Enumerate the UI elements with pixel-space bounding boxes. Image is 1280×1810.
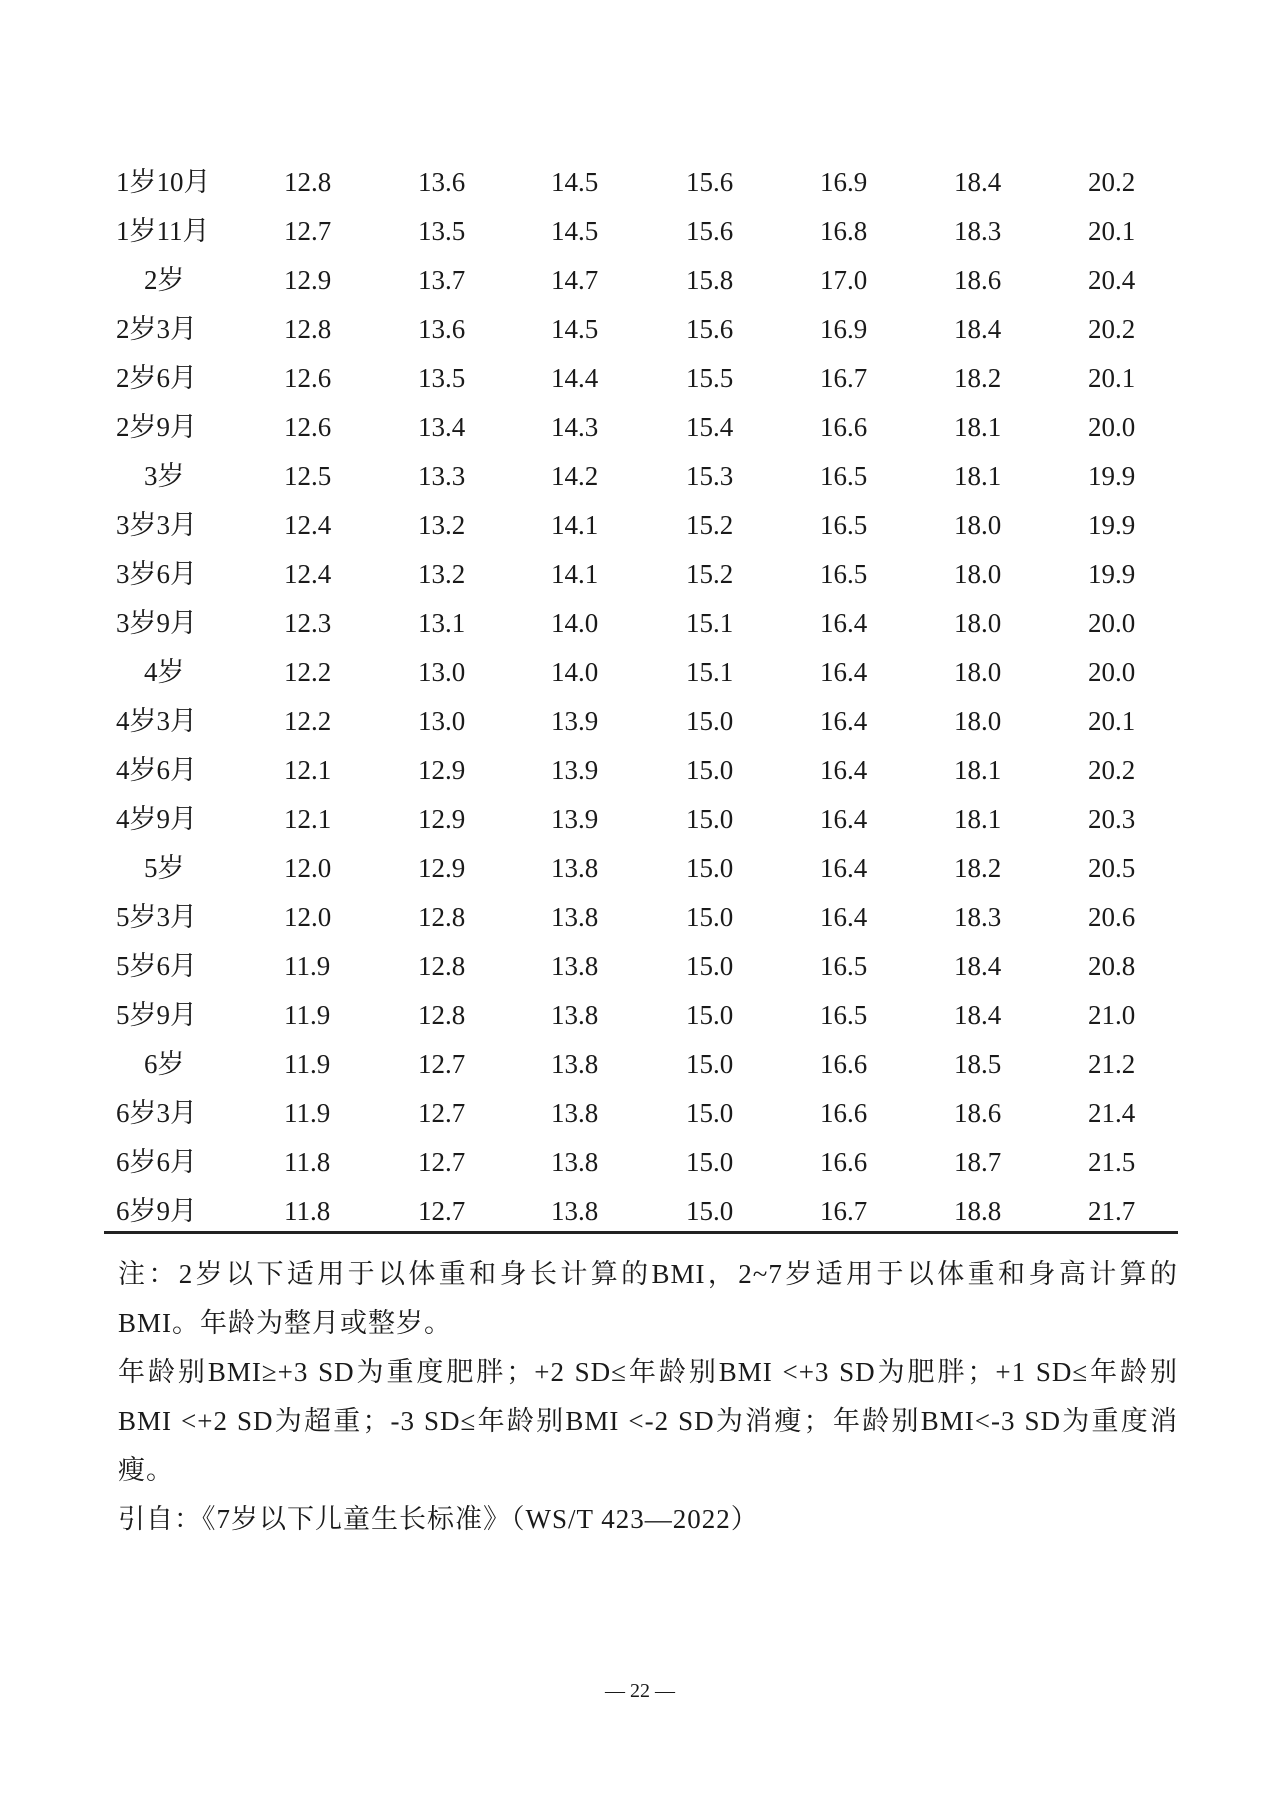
value-cell: 15.0 bbox=[686, 706, 734, 736]
value-cell: 13.2 bbox=[418, 559, 466, 589]
value-cell: 18.3 bbox=[954, 216, 1002, 246]
value-cell: 13.4 bbox=[418, 412, 466, 442]
table-row bbox=[108, 991, 1180, 1040]
value-cell: 12.7 bbox=[418, 1196, 466, 1226]
value-cell: 13.0 bbox=[418, 657, 466, 687]
value-cell: 12.2 bbox=[284, 706, 332, 736]
age-cell: 3岁 bbox=[144, 461, 185, 491]
value-cell: 13.8 bbox=[551, 1098, 599, 1128]
value-cell: 20.0 bbox=[1088, 608, 1136, 638]
value-cell: 12.7 bbox=[418, 1049, 466, 1079]
table-row bbox=[108, 354, 1180, 403]
value-cell: 14.4 bbox=[551, 363, 599, 393]
value-cell: 20.1 bbox=[1088, 706, 1136, 736]
value-cell: 11.8 bbox=[284, 1147, 331, 1177]
value-cell: 18.3 bbox=[954, 902, 1002, 932]
table-row bbox=[108, 207, 1180, 256]
value-cell: 18.1 bbox=[954, 804, 1002, 834]
value-cell: 20.6 bbox=[1088, 902, 1136, 932]
table-row bbox=[108, 648, 1180, 697]
value-cell: 18.1 bbox=[954, 461, 1002, 491]
value-cell: 12.1 bbox=[284, 755, 332, 785]
value-cell: 12.7 bbox=[418, 1147, 466, 1177]
value-cell: 16.4 bbox=[820, 853, 868, 883]
value-cell: 15.0 bbox=[686, 1147, 734, 1177]
value-cell: 18.0 bbox=[954, 706, 1002, 736]
value-cell: 16.6 bbox=[820, 1147, 868, 1177]
age-cell: 6岁3月 bbox=[116, 1098, 197, 1128]
value-cell: 19.9 bbox=[1088, 510, 1136, 540]
value-cell: 14.0 bbox=[551, 657, 599, 687]
value-cell: 13.7 bbox=[418, 265, 466, 295]
note-source: 引自：《7岁以下儿童生长标准》（WS/T 423—2022） bbox=[118, 1504, 759, 1534]
value-cell: 18.4 bbox=[954, 314, 1002, 344]
value-cell: 12.3 bbox=[284, 608, 332, 638]
value-cell: 13.8 bbox=[551, 1147, 599, 1177]
table-row bbox=[108, 305, 1180, 354]
value-cell: 16.5 bbox=[820, 951, 868, 981]
value-cell: 13.0 bbox=[418, 706, 466, 736]
note-classification: 年龄别BMI≥+3 SD为重度肥胖；+2 SD≤年龄别BMI <+3 SD为肥胖；+1 SD≤年龄别BMI <+2 SD为超重；-3 SD≤年龄别BMI <-2 SD为消瘦；年龄别BMI<-3 SD为重度消瘦。 bbox=[118, 1357, 1178, 1485]
table-row bbox=[108, 942, 1180, 991]
value-cell: 15.6 bbox=[686, 216, 734, 246]
value-cell: 18.8 bbox=[954, 1196, 1002, 1226]
value-cell: 13.8 bbox=[551, 1000, 599, 1030]
value-cell: 12.9 bbox=[418, 755, 466, 785]
table-row bbox=[108, 550, 1180, 599]
value-cell: 18.0 bbox=[954, 608, 1002, 638]
value-cell: 20.2 bbox=[1088, 314, 1136, 344]
value-cell: 12.4 bbox=[284, 510, 332, 540]
value-cell: 15.0 bbox=[686, 853, 734, 883]
value-cell: 20.0 bbox=[1088, 412, 1136, 442]
value-cell: 13.5 bbox=[418, 363, 466, 393]
age-cell: 5岁 bbox=[144, 853, 185, 883]
value-cell: 20.4 bbox=[1088, 265, 1136, 295]
value-cell: 15.0 bbox=[686, 1098, 734, 1128]
value-cell: 16.7 bbox=[820, 1196, 868, 1226]
value-cell: 12.2 bbox=[284, 657, 332, 687]
value-cell: 16.7 bbox=[820, 363, 868, 393]
age-cell: 4岁 bbox=[144, 657, 185, 687]
table-row bbox=[108, 256, 1180, 305]
value-cell: 18.6 bbox=[954, 1098, 1002, 1128]
value-cell: 16.6 bbox=[820, 1098, 868, 1128]
value-cell: 13.1 bbox=[418, 608, 466, 638]
value-cell: 18.0 bbox=[954, 510, 1002, 540]
value-cell: 16.8 bbox=[820, 216, 868, 246]
age-cell: 5岁6月 bbox=[116, 951, 197, 981]
value-cell: 18.2 bbox=[954, 363, 1002, 393]
age-cell: 6岁 bbox=[144, 1049, 185, 1079]
table-bottom-rule bbox=[104, 1231, 1178, 1234]
table-row bbox=[108, 893, 1180, 942]
value-cell: 13.6 bbox=[418, 314, 466, 344]
value-cell: 15.0 bbox=[686, 755, 734, 785]
value-cell: 16.4 bbox=[820, 706, 868, 736]
value-cell: 17.0 bbox=[820, 265, 868, 295]
value-cell: 15.1 bbox=[686, 608, 734, 638]
age-cell: 2岁6月 bbox=[116, 363, 197, 393]
value-cell: 12.7 bbox=[284, 216, 332, 246]
age-cell: 4岁9月 bbox=[116, 804, 197, 834]
page-number: — 22 — bbox=[605, 1680, 675, 1702]
value-cell: 11.8 bbox=[284, 1196, 331, 1226]
table-row bbox=[108, 403, 1180, 452]
value-cell: 16.4 bbox=[820, 902, 868, 932]
value-cell: 21.0 bbox=[1088, 1000, 1136, 1030]
value-cell: 20.1 bbox=[1088, 216, 1136, 246]
value-cell: 12.5 bbox=[284, 461, 332, 491]
value-cell: 13.9 bbox=[551, 755, 599, 785]
notes-section bbox=[118, 1250, 1178, 1544]
table-row bbox=[108, 501, 1180, 550]
value-cell: 16.9 bbox=[820, 167, 868, 197]
value-cell: 13.2 bbox=[418, 510, 466, 540]
value-cell: 14.7 bbox=[551, 265, 599, 295]
age-cell: 4岁3月 bbox=[116, 706, 197, 736]
value-cell: 15.0 bbox=[686, 1196, 734, 1226]
value-cell: 11.9 bbox=[284, 1000, 331, 1030]
value-cell: 15.8 bbox=[686, 265, 734, 295]
value-cell: 18.5 bbox=[954, 1049, 1002, 1079]
value-cell: 11.9 bbox=[284, 1098, 331, 1128]
value-cell: 11.9 bbox=[284, 951, 331, 981]
value-cell: 19.9 bbox=[1088, 559, 1136, 589]
age-cell: 1岁10月 bbox=[116, 167, 211, 197]
value-cell: 12.8 bbox=[418, 951, 466, 981]
value-cell: 13.3 bbox=[418, 461, 466, 491]
table-row bbox=[108, 158, 1180, 207]
value-cell: 15.2 bbox=[686, 559, 734, 589]
value-cell: 15.2 bbox=[686, 510, 734, 540]
value-cell: 13.8 bbox=[551, 853, 599, 883]
value-cell: 13.8 bbox=[551, 1196, 599, 1226]
value-cell: 13.8 bbox=[551, 902, 599, 932]
value-cell: 12.8 bbox=[284, 167, 332, 197]
value-cell: 15.0 bbox=[686, 1000, 734, 1030]
value-cell: 16.6 bbox=[820, 412, 868, 442]
value-cell: 15.0 bbox=[686, 902, 734, 932]
value-cell: 12.0 bbox=[284, 902, 332, 932]
value-cell: 12.9 bbox=[418, 804, 466, 834]
value-cell: 14.5 bbox=[551, 314, 599, 344]
value-cell: 15.0 bbox=[686, 804, 734, 834]
age-cell: 2岁9月 bbox=[116, 412, 197, 442]
value-cell: 20.1 bbox=[1088, 363, 1136, 393]
table-row bbox=[108, 1138, 1180, 1187]
value-cell: 21.4 bbox=[1088, 1098, 1136, 1128]
value-cell: 12.6 bbox=[284, 363, 332, 393]
value-cell: 14.2 bbox=[551, 461, 599, 491]
value-cell: 12.7 bbox=[418, 1098, 466, 1128]
value-cell: 20.2 bbox=[1088, 755, 1136, 785]
value-cell: 12.0 bbox=[284, 853, 332, 883]
value-cell: 16.5 bbox=[820, 461, 868, 491]
value-cell: 12.8 bbox=[418, 902, 466, 932]
value-cell: 13.9 bbox=[551, 804, 599, 834]
bmi-table bbox=[108, 158, 1180, 1236]
value-cell: 14.5 bbox=[551, 216, 599, 246]
value-cell: 16.6 bbox=[820, 1049, 868, 1079]
value-cell: 18.1 bbox=[954, 755, 1002, 785]
value-cell: 12.9 bbox=[284, 265, 332, 295]
value-cell: 14.1 bbox=[551, 559, 599, 589]
value-cell: 13.5 bbox=[418, 216, 466, 246]
value-cell: 12.8 bbox=[284, 314, 332, 344]
value-cell: 14.1 bbox=[551, 510, 599, 540]
value-cell: 13.8 bbox=[551, 951, 599, 981]
value-cell: 16.4 bbox=[820, 608, 868, 638]
age-cell: 5岁9月 bbox=[116, 1000, 197, 1030]
value-cell: 16.5 bbox=[820, 510, 868, 540]
value-cell: 18.4 bbox=[954, 1000, 1002, 1030]
value-cell: 20.3 bbox=[1088, 804, 1136, 834]
value-cell: 16.5 bbox=[820, 559, 868, 589]
table-row bbox=[108, 1040, 1180, 1089]
value-cell: 18.6 bbox=[954, 265, 1002, 295]
value-cell: 20.8 bbox=[1088, 951, 1136, 981]
age-cell: 1岁11月 bbox=[116, 216, 210, 246]
value-cell: 16.4 bbox=[820, 657, 868, 687]
value-cell: 15.6 bbox=[686, 314, 734, 344]
note-applicability: 注：2岁以下适用于以体重和身长计算的BMI，2~7岁适用于以体重和身高计算的BMI。年龄为整月或整岁。 bbox=[118, 1259, 1178, 1338]
value-cell: 15.4 bbox=[686, 412, 734, 442]
value-cell: 20.0 bbox=[1088, 657, 1136, 687]
table-row bbox=[108, 1187, 1180, 1236]
table-row bbox=[108, 746, 1180, 795]
value-cell: 18.2 bbox=[954, 853, 1002, 883]
value-cell: 15.1 bbox=[686, 657, 734, 687]
value-cell: 12.9 bbox=[418, 853, 466, 883]
value-cell: 12.6 bbox=[284, 412, 332, 442]
value-cell: 18.0 bbox=[954, 559, 1002, 589]
value-cell: 18.4 bbox=[954, 951, 1002, 981]
age-cell: 6岁6月 bbox=[116, 1147, 197, 1177]
age-cell: 6岁9月 bbox=[116, 1196, 197, 1226]
value-cell: 21.7 bbox=[1088, 1196, 1136, 1226]
value-cell: 18.4 bbox=[954, 167, 1002, 197]
value-cell: 16.4 bbox=[820, 755, 868, 785]
age-cell: 5岁3月 bbox=[116, 902, 197, 932]
value-cell: 15.0 bbox=[686, 951, 734, 981]
age-cell: 3岁3月 bbox=[116, 510, 197, 540]
value-cell: 15.0 bbox=[686, 1049, 734, 1079]
value-cell: 18.1 bbox=[954, 412, 1002, 442]
table-row bbox=[108, 599, 1180, 648]
value-cell: 18.0 bbox=[954, 657, 1002, 687]
value-cell: 16.4 bbox=[820, 804, 868, 834]
table-row bbox=[108, 697, 1180, 746]
value-cell: 19.9 bbox=[1088, 461, 1136, 491]
age-cell: 4岁6月 bbox=[116, 755, 197, 785]
value-cell: 14.3 bbox=[551, 412, 599, 442]
table-row bbox=[108, 844, 1180, 893]
value-cell: 20.2 bbox=[1088, 167, 1136, 197]
value-cell: 15.6 bbox=[686, 167, 734, 197]
value-cell: 16.9 bbox=[820, 314, 868, 344]
value-cell: 18.7 bbox=[954, 1147, 1002, 1177]
table-row bbox=[108, 1089, 1180, 1138]
value-cell: 15.3 bbox=[686, 461, 734, 491]
value-cell: 14.0 bbox=[551, 608, 599, 638]
age-cell: 2岁3月 bbox=[116, 314, 197, 344]
value-cell: 11.9 bbox=[284, 1049, 331, 1079]
value-cell: 13.9 bbox=[551, 706, 599, 736]
table-row bbox=[108, 795, 1180, 844]
age-cell: 2岁 bbox=[144, 265, 185, 295]
value-cell: 14.5 bbox=[551, 167, 599, 197]
value-cell: 12.1 bbox=[284, 804, 332, 834]
value-cell: 13.6 bbox=[418, 167, 466, 197]
table-row bbox=[108, 452, 1180, 501]
age-cell: 3岁6月 bbox=[116, 559, 197, 589]
value-cell: 15.5 bbox=[686, 363, 734, 393]
value-cell: 12.4 bbox=[284, 559, 332, 589]
value-cell: 13.8 bbox=[551, 1049, 599, 1079]
value-cell: 16.5 bbox=[820, 1000, 868, 1030]
value-cell: 21.2 bbox=[1088, 1049, 1136, 1079]
value-cell: 20.5 bbox=[1088, 853, 1136, 883]
value-cell: 21.5 bbox=[1088, 1147, 1136, 1177]
value-cell: 12.8 bbox=[418, 1000, 466, 1030]
age-cell: 3岁9月 bbox=[116, 608, 197, 638]
